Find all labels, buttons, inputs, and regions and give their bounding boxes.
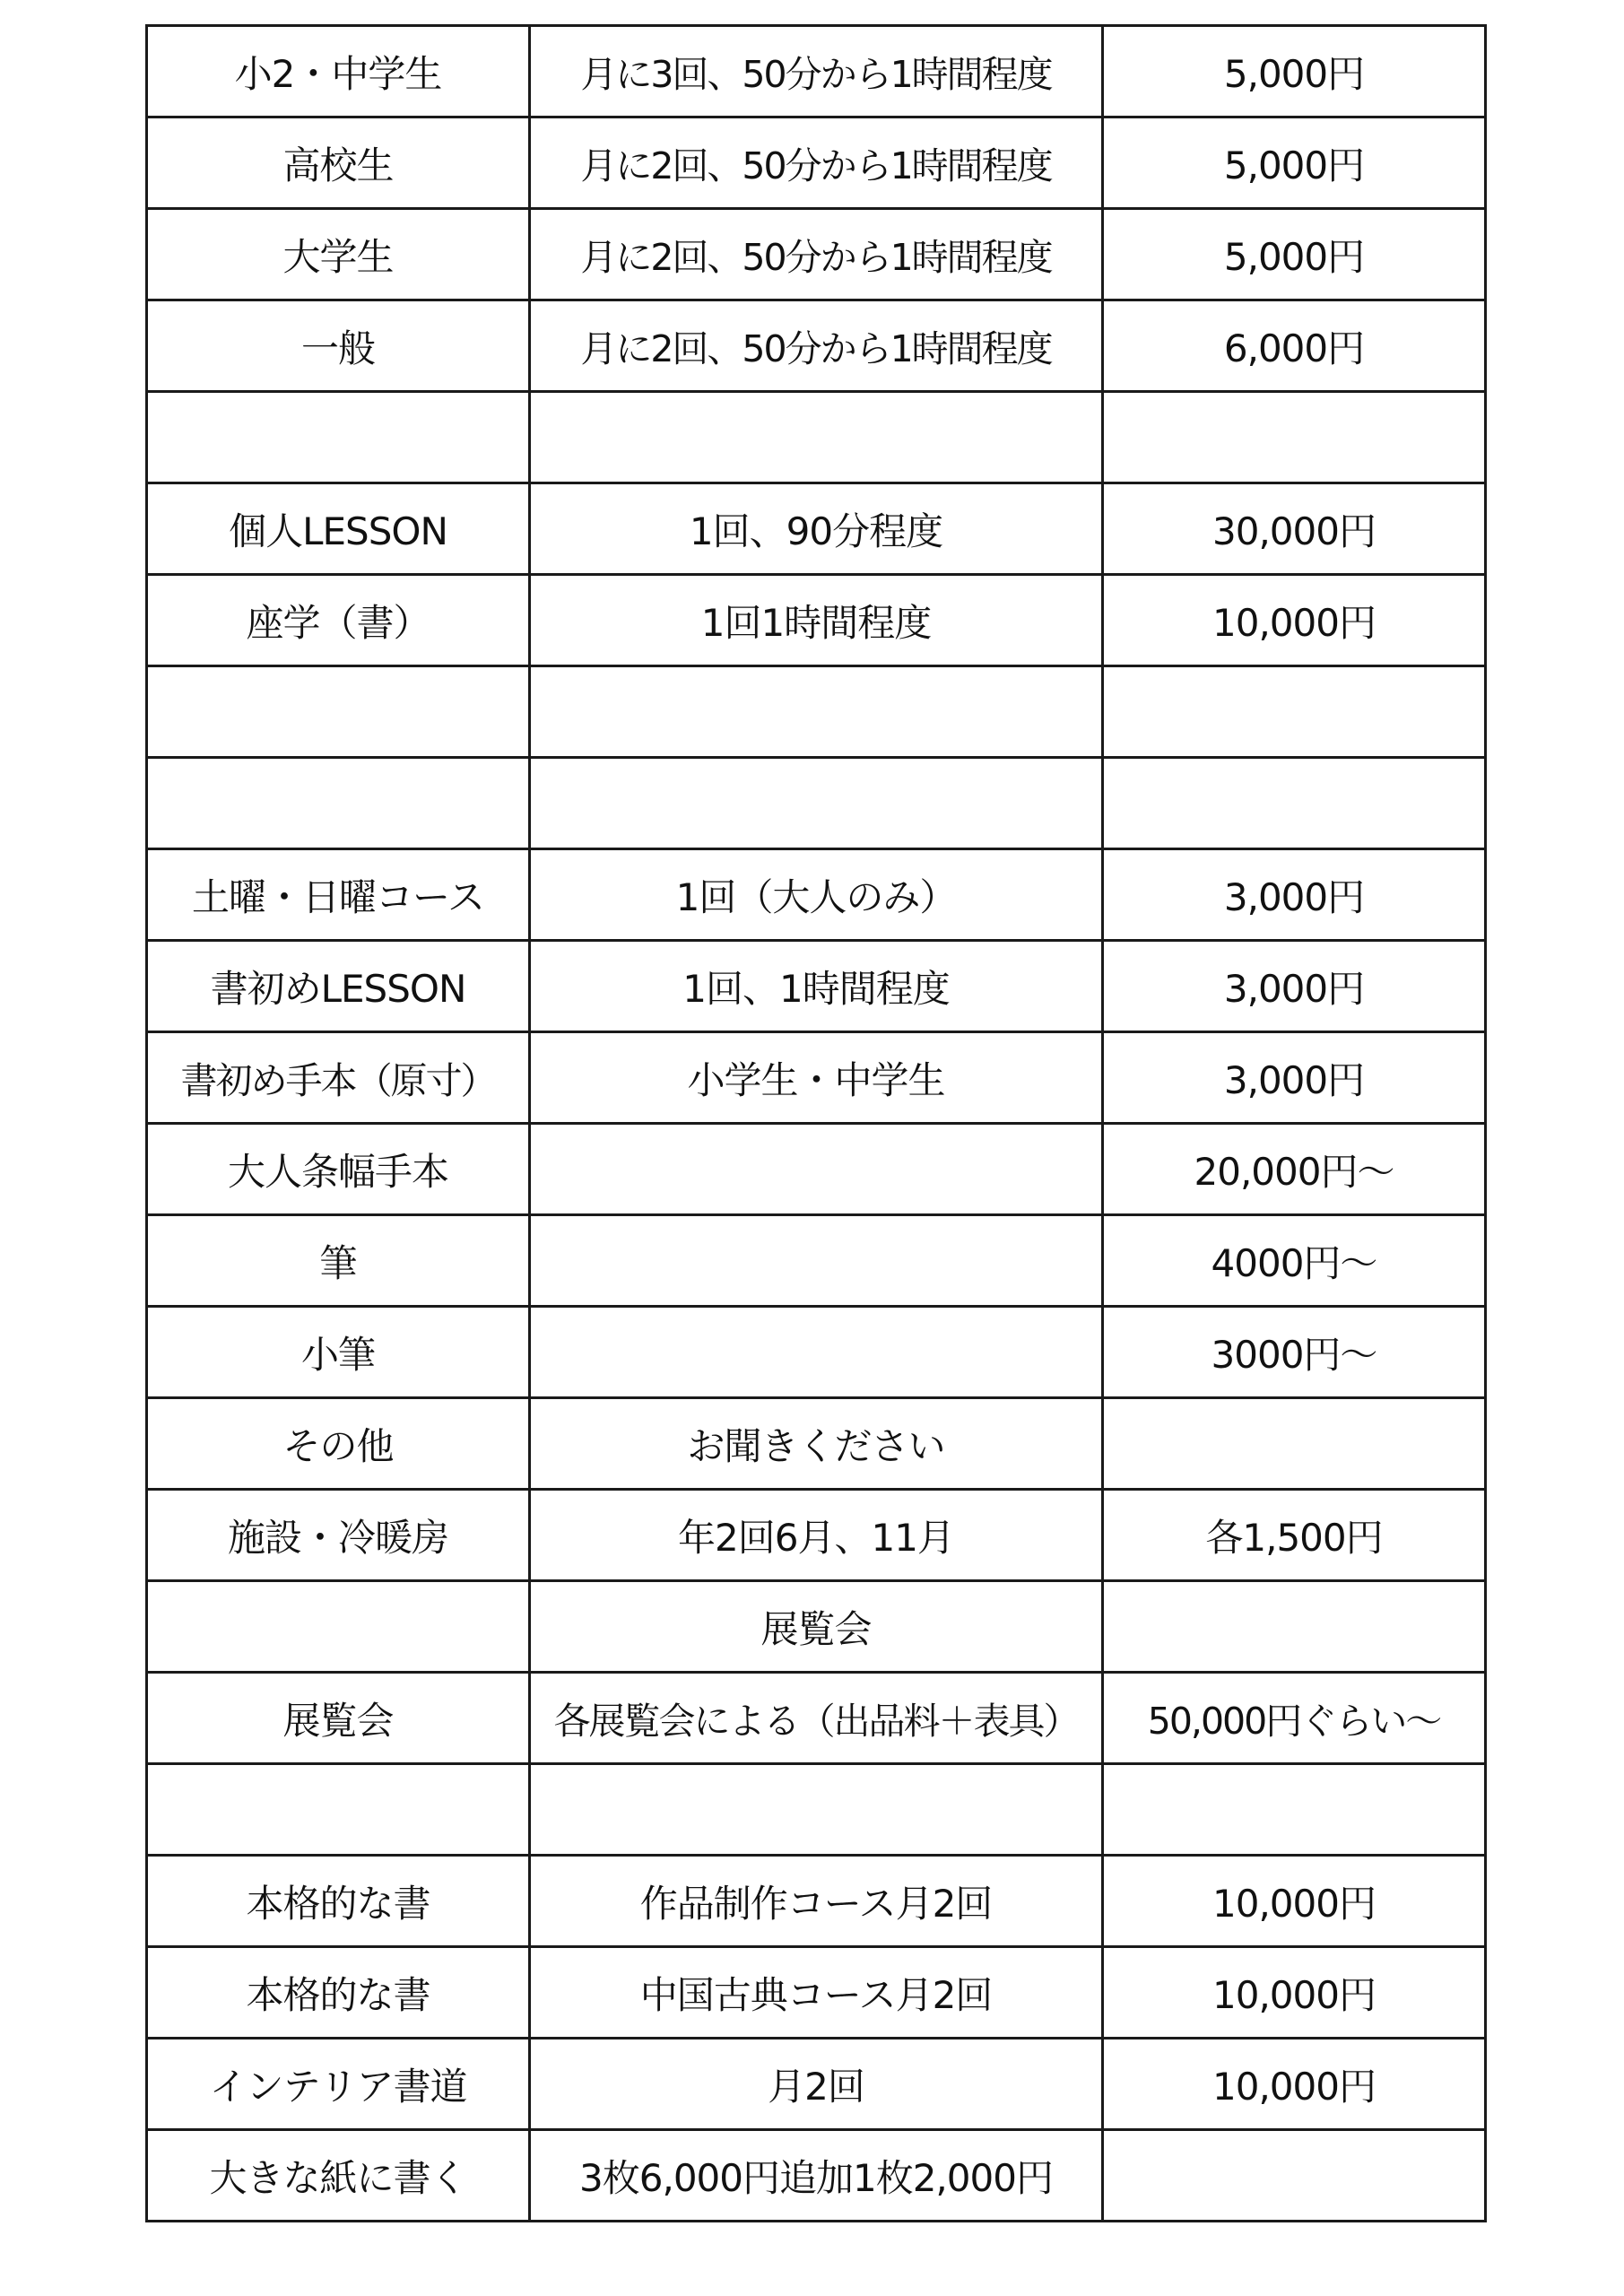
course-price-cell (1103, 2130, 1486, 2222)
course-name-cell: 小2・中学生 (147, 26, 530, 117)
course-name-cell: 大学生 (147, 209, 530, 300)
course-detail-cell (530, 1307, 1103, 1398)
table-row (147, 483, 1486, 575)
table-row (147, 1124, 1486, 1215)
course-price-cell (1103, 758, 1486, 849)
course-name-cell (147, 1764, 530, 1856)
table-row (147, 575, 1486, 666)
course-name-cell: 施設・冷暖房 (147, 1490, 530, 1581)
course-name-cell: 本格的な書 (147, 1856, 530, 1947)
course-price-cell: 3,000円 (1103, 849, 1486, 941)
course-price-cell (1103, 1581, 1486, 1673)
fee-sheet (145, 24, 1484, 2222)
course-name-cell: 展覧会 (147, 1673, 530, 1764)
table-row (147, 1947, 1486, 2039)
course-name-cell: その他 (147, 1398, 530, 1490)
course-name-cell: 書初めLESSON (147, 941, 530, 1032)
course-detail-cell: 1回、90分程度 (530, 483, 1103, 575)
table-row (147, 209, 1486, 300)
table-row (147, 1307, 1486, 1398)
course-price-cell: 50,000円ぐらい～ (1103, 1673, 1486, 1764)
course-detail-cell: 小学生・中学生 (530, 1032, 1103, 1124)
course-detail-cell: 年2回6月、11月 (530, 1490, 1103, 1581)
course-detail-cell: 中国古典コース月2回 (530, 1947, 1103, 2039)
course-name-cell (147, 1581, 530, 1673)
fee-table (145, 24, 1487, 2222)
course-price-cell: 20,000円～ (1103, 1124, 1486, 1215)
table-row (147, 2130, 1486, 2222)
course-name-cell (147, 666, 530, 758)
course-detail-cell: 月に2回、50分から1時間程度 (530, 300, 1103, 392)
course-name-cell (147, 758, 530, 849)
table-row (147, 1398, 1486, 1490)
course-name-cell: 書初め手本（原寸） (147, 1032, 530, 1124)
course-price-cell: 5,000円 (1103, 26, 1486, 117)
table-row (147, 26, 1486, 117)
course-price-cell: 5,000円 (1103, 209, 1486, 300)
course-detail-cell: 1回（大人のみ） (530, 849, 1103, 941)
table-row (147, 849, 1486, 941)
course-price-cell (1103, 1398, 1486, 1490)
course-name-cell: 一般 (147, 300, 530, 392)
course-detail-cell: 月2回 (530, 2039, 1103, 2130)
course-price-cell: 3,000円 (1103, 1032, 1486, 1124)
table-row (147, 392, 1486, 483)
course-detail-cell (530, 1764, 1103, 1856)
course-name-cell: 筆 (147, 1215, 530, 1307)
course-price-cell (1103, 1764, 1486, 1856)
course-name-cell: 土曜・日曜コース (147, 849, 530, 941)
course-price-cell: 3000円～ (1103, 1307, 1486, 1398)
table-row (147, 2039, 1486, 2130)
course-price-cell: 30,000円 (1103, 483, 1486, 575)
course-price-cell: 10,000円 (1103, 1856, 1486, 1947)
course-price-cell: 10,000円 (1103, 2039, 1486, 2130)
table-row (147, 1673, 1486, 1764)
course-name-cell: 本格的な書 (147, 1947, 530, 2039)
table-row (147, 758, 1486, 849)
course-detail-cell: 3枚6,000円追加1枚2,000円 (530, 2130, 1103, 2222)
course-name-cell: 大人条幅手本 (147, 1124, 530, 1215)
course-detail-cell (530, 758, 1103, 849)
table-row (147, 1032, 1486, 1124)
course-price-cell: 5,000円 (1103, 117, 1486, 209)
course-detail-cell: 1回、1時間程度 (530, 941, 1103, 1032)
course-detail-cell: お聞きください (530, 1398, 1103, 1490)
course-price-cell (1103, 392, 1486, 483)
table-row (147, 1490, 1486, 1581)
course-price-cell: 10,000円 (1103, 1947, 1486, 2039)
course-name-cell: 高校生 (147, 117, 530, 209)
course-name-cell: 座学（書） (147, 575, 530, 666)
course-detail-cell: 1回1時間程度 (530, 575, 1103, 666)
table-row (147, 1764, 1486, 1856)
table-row (147, 117, 1486, 209)
course-price-cell: 6,000円 (1103, 300, 1486, 392)
course-name-cell: 大きな紙に書く (147, 2130, 530, 2222)
section-heading-cell: 展覧会 (530, 1581, 1103, 1673)
course-name-cell (147, 392, 530, 483)
table-row (147, 941, 1486, 1032)
course-detail-cell: 月に2回、50分から1時間程度 (530, 209, 1103, 300)
course-detail-cell: 各展覧会による（出品料＋表具） (530, 1673, 1103, 1764)
course-detail-cell (530, 666, 1103, 758)
course-detail-cell: 月に3回、50分から1時間程度 (530, 26, 1103, 117)
course-detail-cell (530, 1215, 1103, 1307)
course-name-cell: 個人LESSON (147, 483, 530, 575)
course-price-cell: 各1,500円 (1103, 1490, 1486, 1581)
table-row (147, 1215, 1486, 1307)
course-price-cell: 4000円～ (1103, 1215, 1486, 1307)
course-price-cell: 3,000円 (1103, 941, 1486, 1032)
table-row (147, 666, 1486, 758)
course-detail-cell: 作品制作コース月2回 (530, 1856, 1103, 1947)
course-price-cell: 10,000円 (1103, 575, 1486, 666)
course-detail-cell: 月に2回、50分から1時間程度 (530, 117, 1103, 209)
fee-table-body (147, 26, 1486, 2222)
course-name-cell: インテリア書道 (147, 2039, 530, 2130)
table-row (147, 1856, 1486, 1947)
table-row (147, 300, 1486, 392)
course-detail-cell (530, 392, 1103, 483)
course-price-cell (1103, 666, 1486, 758)
course-name-cell: 小筆 (147, 1307, 530, 1398)
table-row (147, 1581, 1486, 1673)
course-detail-cell (530, 1124, 1103, 1215)
